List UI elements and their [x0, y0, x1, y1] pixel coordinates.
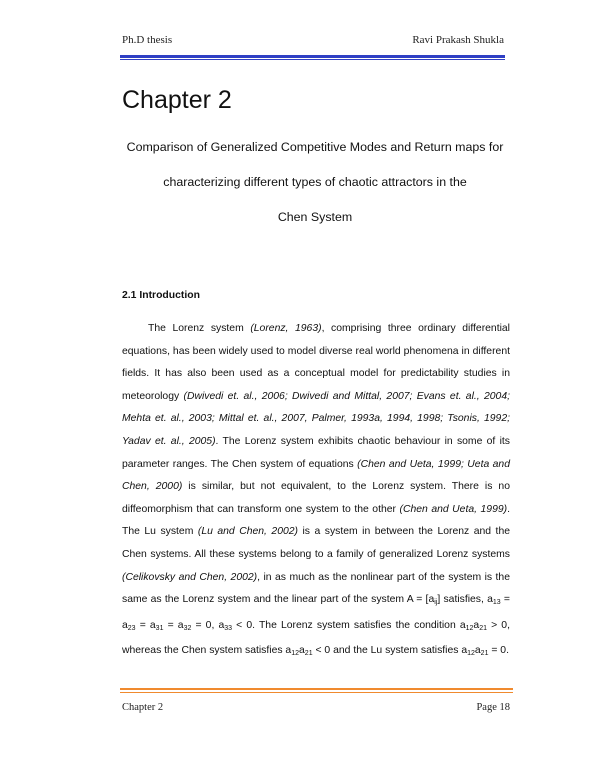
page-number: Page 18: [476, 702, 510, 713]
text-run: = 0.: [488, 645, 509, 657]
subscript: 21: [479, 624, 487, 632]
citation: (Lorenz, 1963): [250, 323, 322, 334]
subscript: 21: [304, 650, 313, 658]
citation: (Chen and Ueta, 1999): [399, 503, 508, 515]
text-run: a: [474, 645, 481, 657]
footer-rule-thin: [120, 692, 513, 693]
subscript: 23: [127, 624, 136, 632]
text-run: . The Lu system: [122, 503, 510, 538]
text-run: a: [473, 619, 480, 631]
subscript: 21: [480, 650, 489, 658]
text-run: < 0. The Lorenz system satisfies the condition a: [232, 619, 466, 631]
text-run: = a: [163, 619, 184, 631]
subscript: 33: [224, 624, 233, 632]
subscript: ij: [434, 599, 438, 607]
text-run: = a: [135, 619, 156, 631]
text-run: The Lorenz system: [148, 323, 251, 334]
subscript: 12: [467, 650, 475, 658]
header-rule: [120, 55, 505, 58]
text-run: a: [299, 645, 305, 657]
running-header-left: Ph.D thesis: [122, 34, 173, 46]
subscript: 12: [291, 650, 300, 658]
header-rule-thin: [120, 59, 505, 60]
text-run: ] satisfies, a: [437, 594, 493, 606]
section-heading: 2.1 Introduction: [122, 290, 200, 301]
text-run: = 0, a: [191, 619, 225, 631]
citation: (Celikovsky and Chen, 2002): [122, 571, 258, 583]
chapter-title: Chapter 2: [122, 86, 232, 114]
citation: (Chen and Ueta, 1999; Ueta and Chen, 2000): [122, 458, 510, 493]
text-run: < 0 and the Lu system satisfies a: [312, 645, 468, 657]
text-run: is similar, but not equivalent, to the Lorenz system. There is no diffeomorphism that can transform one system to the other: [122, 481, 510, 515]
subscript: 32: [183, 624, 192, 632]
chapter-subtitle: [110, 130, 520, 235]
subscript: 12: [465, 624, 474, 632]
introduction-paragraph: [122, 318, 510, 666]
subscript: 31: [155, 624, 164, 632]
text-run: , comprising three ordinary differential equations, has been widely used to model diverse real world phenomena in different fields. It has also been used as a conceptual model for predictability studies in meteorology: [122, 323, 510, 402]
subtitle-line-1: Comparison of Generalized Competitive Modes and Return maps for: [126, 140, 504, 154]
text-run: > 0, whereas the Chen system satisfies a: [122, 619, 510, 657]
subscript: 13: [492, 599, 501, 607]
running-header-right: Ravi Prakash Shukla: [412, 34, 504, 46]
text-run: is a system in between the Lorenz and the Chen systems. All these systems belong to a family of generalized Lorenz systems: [122, 526, 510, 560]
footer-rule: [120, 688, 513, 690]
text-run: , in as much as the nonlinear part of the system is the same as the Lorenz system and the linear part of the system A = [a: [122, 571, 510, 606]
citation: (Dwivedi et. al., 2006; Dwivedi and Mittal, 2007; Evans et. al., 2004; Mehta et. al., 2003; Mittal et. al., 2007, Palmer, 1993a, 1994, 1998; Tsonis, 1992; Yadav et. al., 2005): [122, 390, 510, 447]
citation: (Lu and Chen, 2002): [197, 526, 298, 538]
running-footer-left: Chapter 2: [122, 702, 164, 713]
text-run: = a: [122, 594, 510, 631]
text-run: . The Lorenz system exhibits chaotic behaviour in some of its parameter ranges. The Chen system of equations: [122, 435, 510, 470]
subtitle-line-2: characterizing different types of chaotic attractors in the: [163, 175, 467, 189]
subtitle-line-3: Chen System: [277, 210, 353, 224]
